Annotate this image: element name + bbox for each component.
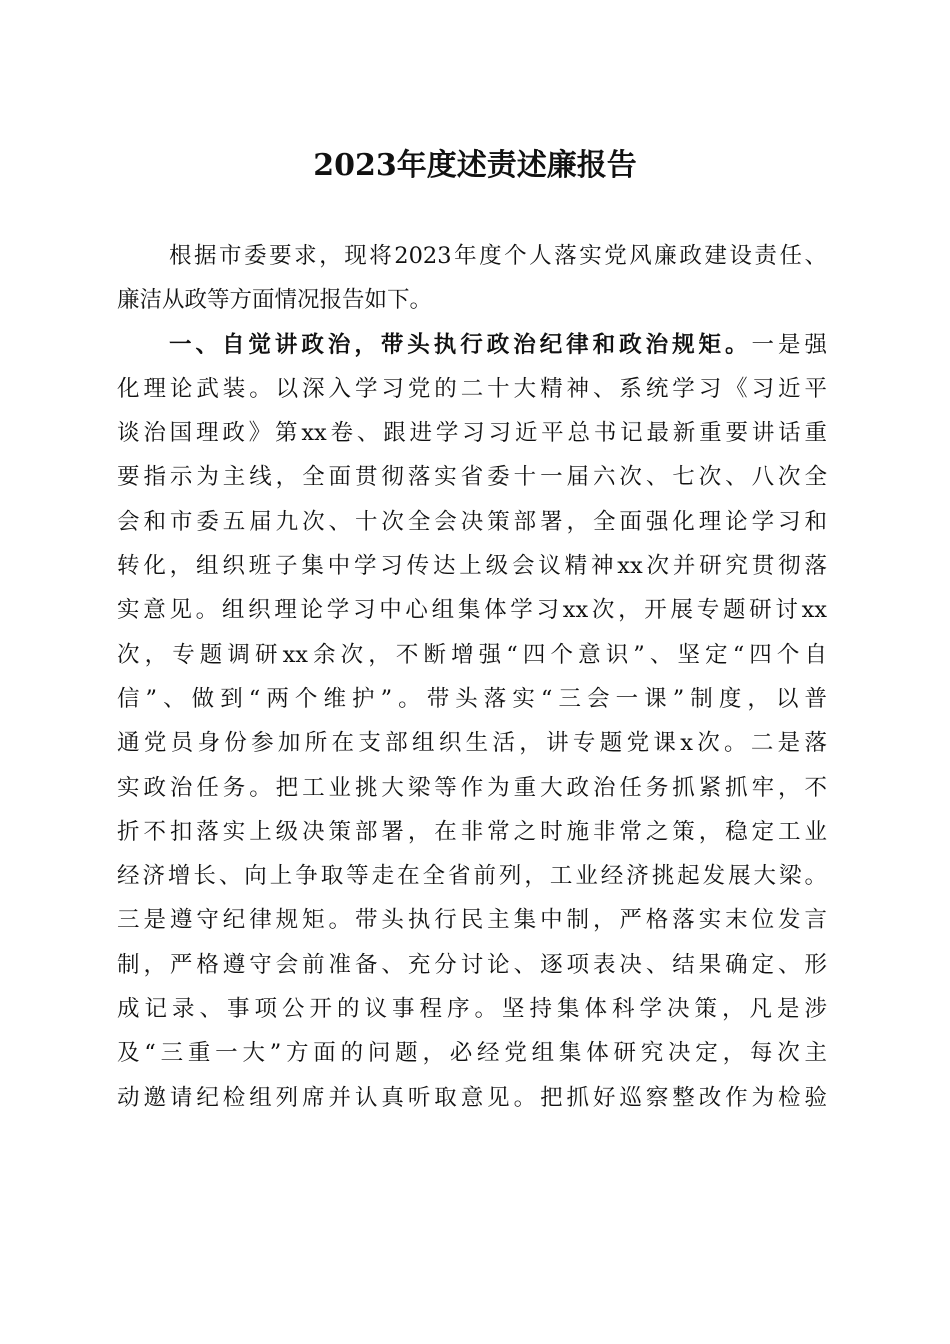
paragraph-line: 会和市委五届九次、十次全会决策部署，全面强化理论学习和: [117, 508, 827, 535]
paragraph-line: 通党员身份参加所在支部组织生活，讲专题党课x次。二是落: [117, 730, 827, 757]
paragraph-line: 及“三重一大”方面的问题，必经党组集体研究决定，每次主: [117, 1040, 827, 1067]
paragraph-line: 要指示为主线，全面贯彻落实省委十一届六次、七次、八次全: [117, 464, 827, 491]
paragraph-line: 成记录、事项公开的议事程序。坚持集体科学决策，凡是涉: [117, 996, 827, 1023]
paragraph-text: 一是强: [751, 331, 827, 358]
paragraph-line: 化理论武装。以深入学习党的二十大精神、系统学习《习近平: [117, 375, 827, 402]
document-title: 2023年度述责述廉报告: [313, 148, 637, 183]
paragraph-line: 廉洁从政等方面情况报告如下。: [117, 287, 433, 314]
paragraph-line: 三是遵守纪律规矩。带头执行民主集中制，严格落实末位发言: [117, 907, 827, 934]
paragraph-line: 实意见。组织理论学习中心组集体学习xx次，开展专题研讨xx: [117, 597, 827, 624]
paragraph-line: 制，严格遵守会前准备、充分讨论、逐项表决、结果确定、形: [117, 951, 827, 978]
paragraph-line: 实政治任务。把工业挑大梁等作为重大政治任务抓紧抓牢，不: [117, 774, 827, 801]
paragraph-line: 动邀请纪检组列席并认真听取意见。把抓好巡察整改作为检验: [117, 1084, 827, 1111]
paragraph-line: 次，专题调研xx余次，不断增强“四个意识”、坚定“四个自: [117, 641, 827, 668]
paragraph-line: 折不扣落实上级决策部署，在非常之时施非常之策，稳定工业: [117, 818, 827, 845]
document-body: [117, 234, 827, 1120]
paragraph-line: 经济增长、向上争取等走在全省前列，工业经济挑起发展大梁。: [117, 863, 827, 890]
section-heading-line: [117, 323, 827, 367]
section-heading: 一、自觉讲政治，带头执行政治纪律和政治规矩。: [169, 331, 752, 358]
paragraph-line: 转化，组织班子集中学习传达上级会议精神xx次并研究贯彻落: [117, 553, 827, 580]
paragraph-line: 谈治国理政》第xx卷、跟进学习习近平总书记最新重要讲话重: [117, 420, 827, 447]
paragraph-line: 根据市委要求，现将2023年度个人落实党风廉政建设责任、: [169, 243, 827, 269]
paragraph-line: 信”、做到“两个维护”。带头落实“三会一课”制度，以普: [117, 685, 827, 712]
